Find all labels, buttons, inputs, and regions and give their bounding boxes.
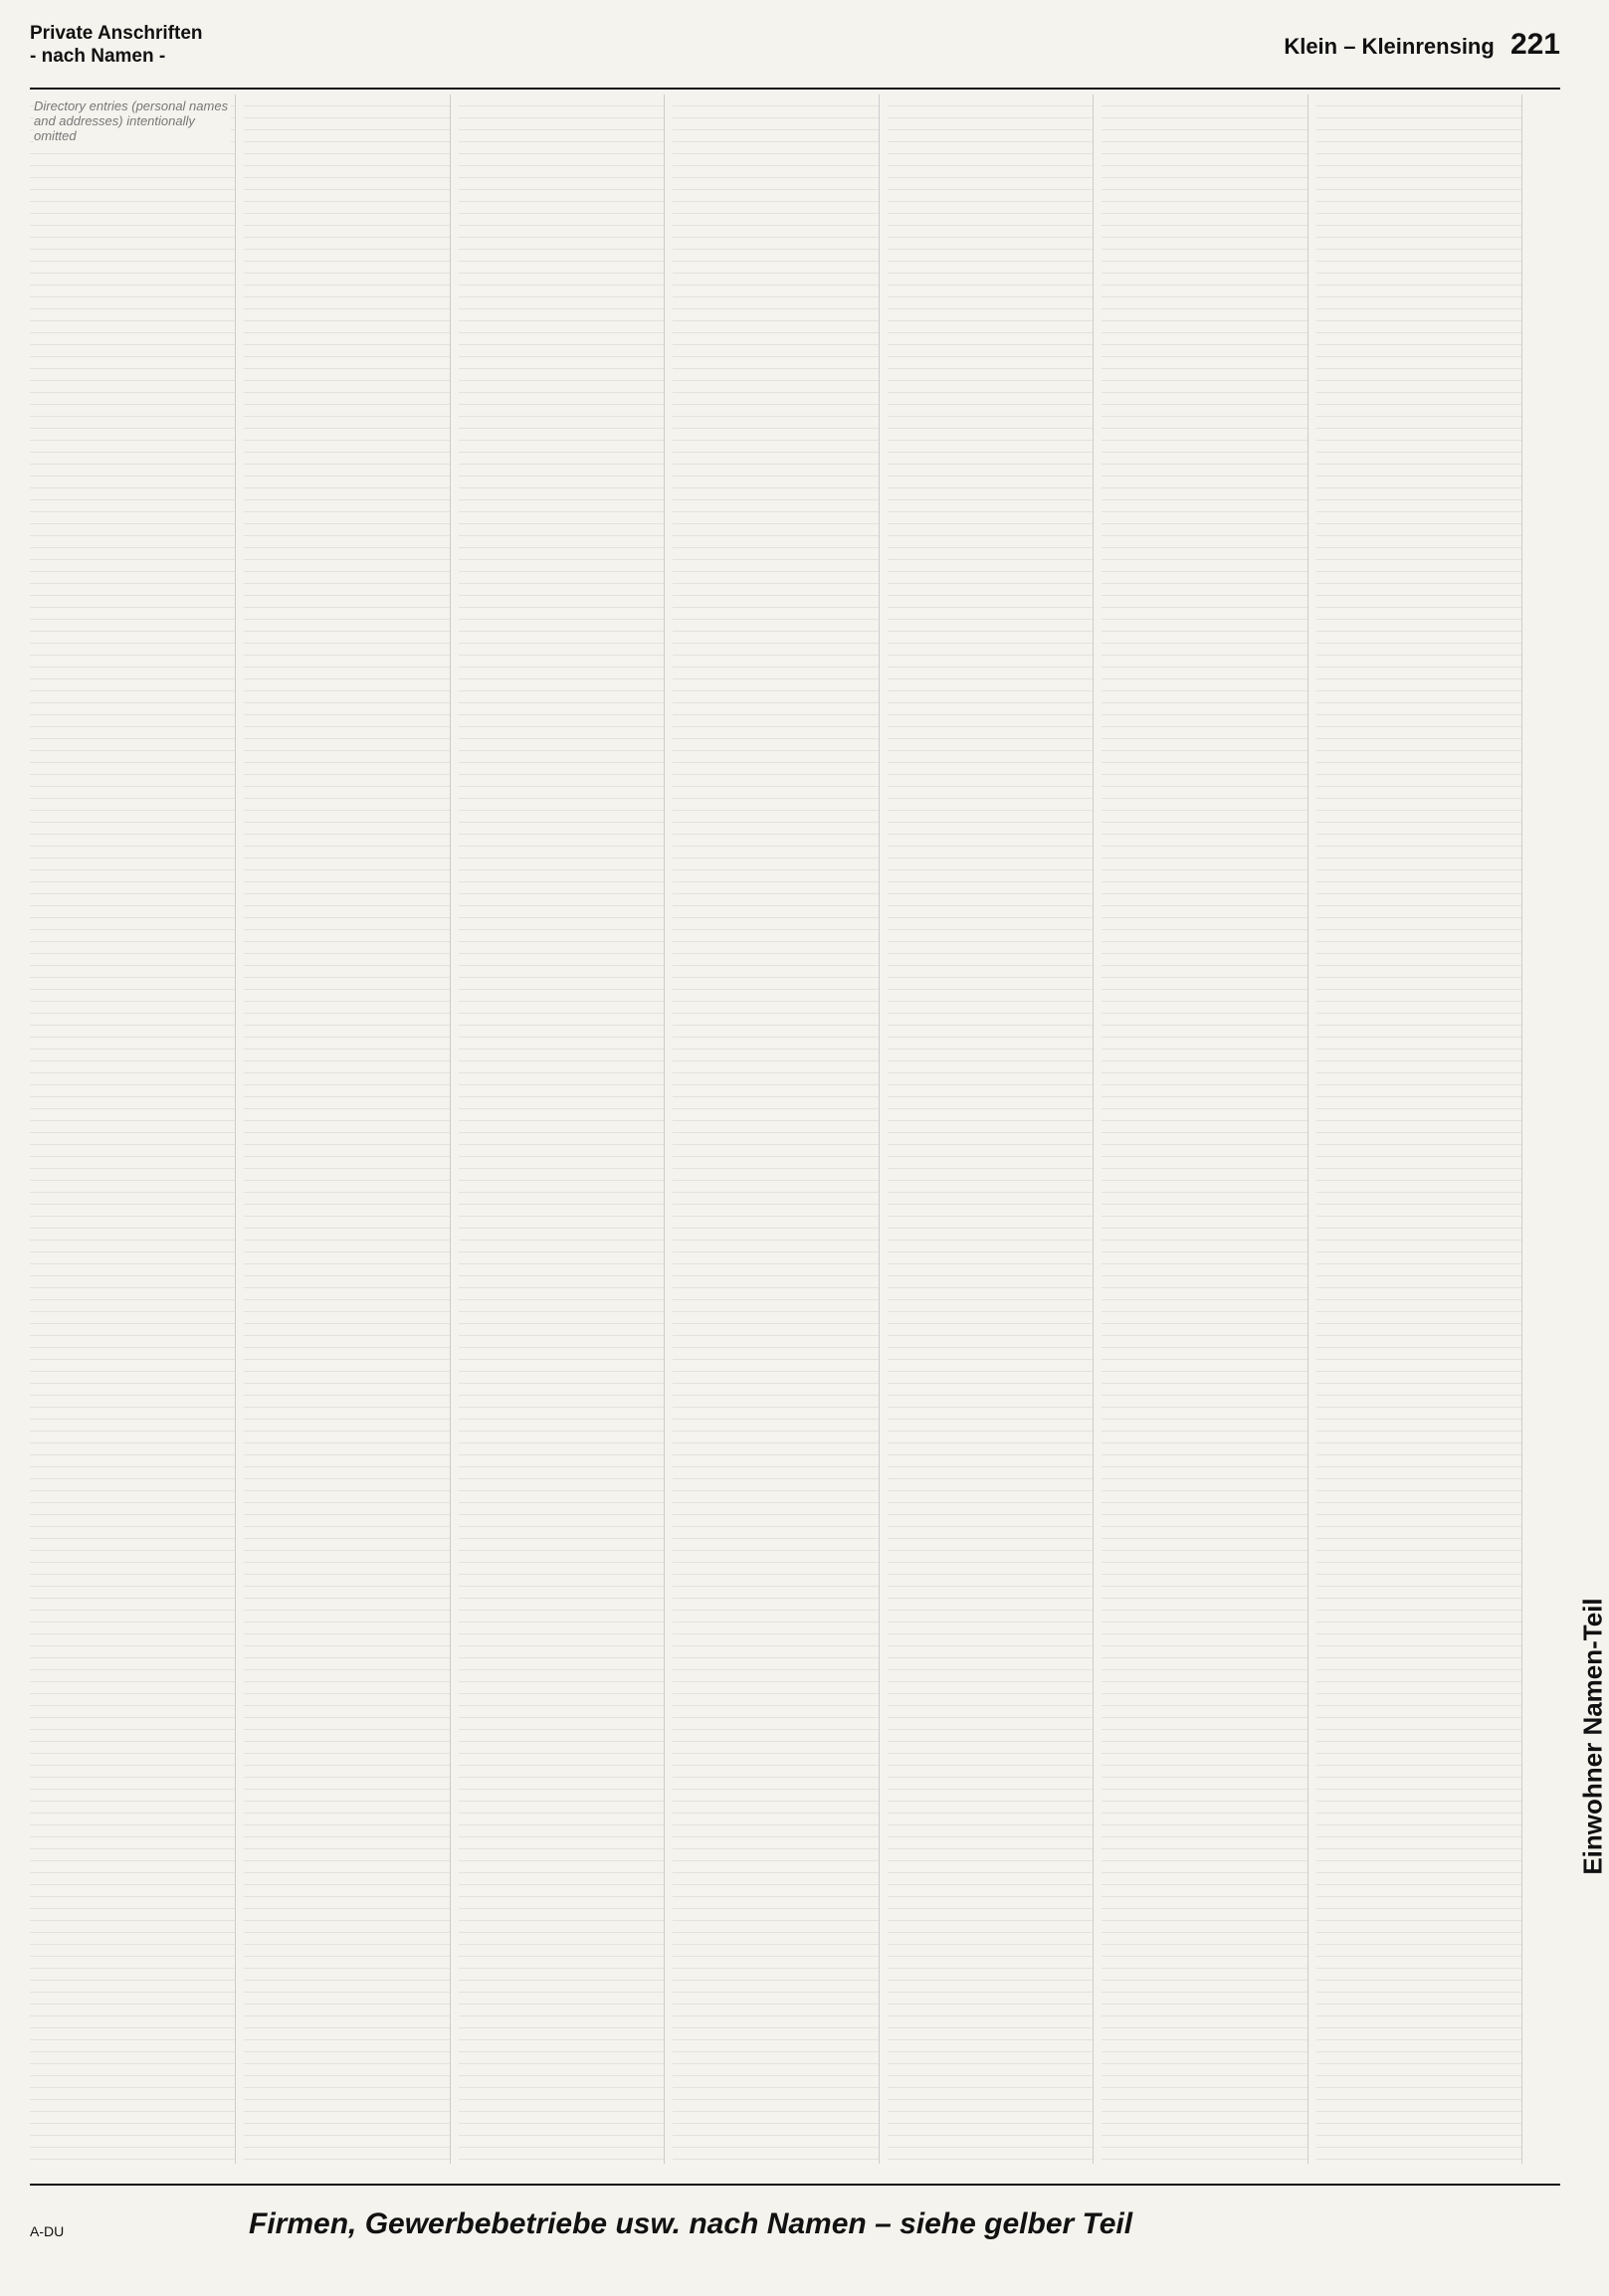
name-range: Klein – Kleinrensing xyxy=(1284,34,1495,59)
listing-column xyxy=(1316,95,1522,2164)
listing-omitted-note: Directory entries (personal names and addresses) intentionally omitted xyxy=(34,98,231,143)
listing-column xyxy=(30,95,236,2164)
side-tab-label: Einwohner Namen-Teil xyxy=(1577,1598,1608,1875)
footer-divider xyxy=(30,2184,1560,2186)
section-label-line1: Private Anschriften xyxy=(30,23,203,44)
listing-columns xyxy=(30,95,1522,2164)
listing-column xyxy=(459,95,665,2164)
listing-column xyxy=(1102,95,1307,2164)
section-label xyxy=(30,22,203,68)
section-label-line2: - nach Namen - xyxy=(30,46,166,67)
listing-column xyxy=(673,95,879,2164)
running-head xyxy=(1284,28,1560,62)
page-number: 221 xyxy=(1509,28,1560,61)
section-side-tab xyxy=(1534,1598,1608,1875)
listing-column xyxy=(244,95,450,2164)
footer-banner: Firmen, Gewerbebetriebe usw. nach Namen – siehe gelber Teil xyxy=(249,2207,1133,2240)
page-footer xyxy=(30,2194,1560,2253)
page-header xyxy=(30,18,1560,90)
listing-column xyxy=(888,95,1094,2164)
footer-code: A-DU xyxy=(30,2223,65,2239)
